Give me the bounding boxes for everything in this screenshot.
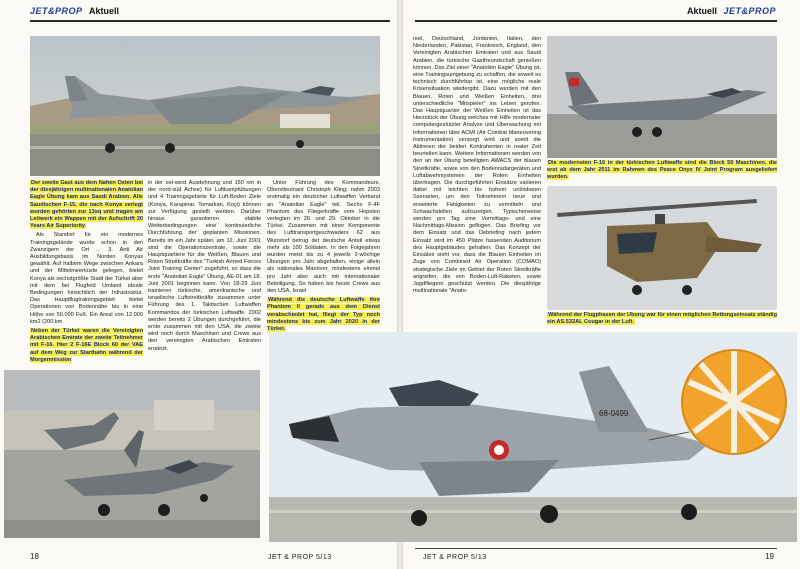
header-rule bbox=[415, 20, 777, 22]
right-page bbox=[401, 0, 800, 569]
magazine-brand: JET&PROP bbox=[723, 6, 776, 16]
caption-turkish-f16: Die modernsten F-16 in der türkischen Luftwaffe sind die Block 50 Maschinen, die erst ab dem Jahr 2011 im Rahmen des Peace Onyx IV Joint Program ausgeliefert wurden. bbox=[547, 160, 777, 181]
footer-right: JET & PROP 5/13 bbox=[423, 554, 487, 561]
footer-left: JET & PROP 5/13 bbox=[268, 554, 332, 561]
body-text: Unter Führung des Kommandeurs, Oberstleutnant Christoph Kling, nahm 2003 erstmalig ein deutscher Luftwaffen Verband an "Anatolian Eagle" teil. Sechs F-4F Phantom des Fliegerkräfte vom Hopsten verlegten im 28. und 29. Oktober in die Türkei. Zusammen mit einer Komponente des Lufttransportgeschwaders 62 aus Wunstorf betrug der deutsche Anteil etwas mehr als 100 Soldaten. In den Folgejahren wurden meist bis zu 4 jeweils 2-wöchige Übungen pro Jahr abgehalten, einige allein als nationales Manöver, mindestens einmal pro Jahr aber auch mit internationaler Beteiligung. So haben bis heute Crews aus den USA, Israel bbox=[267, 180, 380, 295]
body-text: reel, Deutschland, Jordanien, Italien, den Niederlanden, Pakistan, Frankreich, England, den Vereinigten Arabischen Emiraten und aus Saudi Arabien, die türkische Gastfreundschaft genießen können. Das Ziel einer "Anatolien Eagle" Übung ist, eine Trainingsumgebung zu schaffen, die soweit es technisch durchführbar ist, eine mögliche reale Krisensituation wiedergibt. Dazu werden mit den Blauen, Roten und Weißen Einheiten, drei unterschiedliche "Mitspieler" ins Leben gerufen. Das Hauptquartier der Weißen Einheiten ist das Herzstück der Übung welches mit Hilfe modernster computergestützter Analyse und Überwachung mit Informationen über ACMI (Air Combat Maneuvering Instrumentation) versorgt wird und somit die Aktionen der beiden Kontrahenten in realer Zeit beurteilen kann. Weitere Informationen werden von den an der Übung beteiligten AWACS der blauen Streitkräfte, sowie von den Bodenradargeräten und Luftabwehrsystemen der Roten Einheiten übertragen. Die durchgeführten Einsätze variieren dabei mit leichten bis hohem unlösbaren Szenarien, um den Teilnehmern neue und erweiterte Fähigkeiten zu vermitteln und Schwachstellen aufzuzeigen. Typischerweise werden pro Tag eine Vormittags- und eine Nachmittags-Mission geflogen. Das Briefing vor dem Einsatz und das Debriefing nach jedem Einsatz wird im 450 Plätze fassenden Auditorium des Hauptgebäudes gehalten. Das Konzept der Einsätze sieht vor, dass die Blauen Einheiten im Zuge von Combined Air Operation (COMAO) strategische Ziele im Gebiet der Roten Streitkräfte angreifen, die von Boden-Luft-Raketen, sowie Jagdfliegern geschützt werden. Die diesjährige multinationale "Anato- bbox=[413, 36, 541, 295]
right-header bbox=[687, 6, 776, 16]
photo-turkish-f16 bbox=[547, 36, 777, 158]
page-number-left: 18 bbox=[30, 552, 39, 561]
body-text: Als Standort für ein modernes Trainingsgelände wurde schon in den Zwanzigern der Ort ... 3. Anti Air Ausbildungsbasis im Norden Konyas gewählt. Auf halbem Wege zwischen Ankara und der Mittelmeerküste gelegen, bietet Konya als sechstgrößte Stadt der Türkei aber mit dem bei Flugfeld Umland ideale Bedingungen hinsichtlich der Infrastruktur. Das Hauptflugtrainingsgebiet bietet Operationen von Bodennähe bis in eine Höhe von 50.000 Fuß. Ein Areal von 12.000 km2 (200 km bbox=[30, 232, 143, 325]
left-column-3 bbox=[267, 180, 380, 355]
caption-cougar-block bbox=[547, 312, 777, 328]
section-label: Aktuell bbox=[89, 6, 120, 16]
section-label: Aktuell bbox=[686, 6, 717, 16]
caption-cougar: Während der Flugphasen der Übung war für einen möglichen Rettungseinsatz ständig ein AS.532AL Cougar in der Luft. bbox=[547, 312, 777, 326]
left-column-2 bbox=[148, 180, 261, 350]
photo-saudi-f15 bbox=[30, 36, 380, 176]
right-column-1 bbox=[413, 36, 541, 326]
caption-phantom: Während die deutsche Luftwaffe ihre Phantom II gerade aus dem Dienst verabschiedet hat, fliegt der Typ noch mindestens bis zum Jahr 2020 in der Türkei. bbox=[267, 297, 380, 333]
caption-turkish-f16-block bbox=[547, 160, 777, 184]
photo-cougar-helicopter bbox=[547, 186, 777, 310]
magazine-brand: JET&PROP bbox=[30, 6, 83, 16]
serial-number: 68-0499 bbox=[599, 409, 629, 418]
caption-uae-f16: Neben der Türkei waren die Vereinigten Arabischen Emirate der zweite Teilnehmer mit F-16. Hier 2 F-16E Block 60 der VAE auf dem Weg zur Startbahn während der Morgenmission bbox=[30, 328, 143, 363]
caption-saudi-f15: Der zweite Gast aus dem Nahen Osten bei der diesjährigen multinationalen Anatolian Eagle Übung kam aus Saudi Arabien. Alle Saudischen F-15, die nach Konya verlegt wurden gehörten zur 13sq und tragen am Leitwerk ein Wappen mit der Aufschrift 30 Years Air Superiority bbox=[30, 180, 143, 230]
left-header bbox=[30, 6, 119, 16]
photo-uae-f16 bbox=[4, 370, 260, 538]
body-text: in der ost-west Ausdehnung und 150 nm in der nord-süd Achse) für Luftkampfübungen und 4 Trainingsgebiete für Luft-Boden Ziele (Konya, Karapinar, Tomarkan, Koçi) können zur Verfügung gestellt werden. Darüber hinaus garantieren stabile Wetterbedingungen eine kontinuierliche Durchführung der geplanten Missionen. Bereits im ein Jahr später, am 12. Juni 2001 sind die Operationszentrale, sowie die Hauptquartiere für die Weißen, Blauen und Roten Streitkräfte des "Turkish Armed Forces Joint Training Center" zugeführt, so dass die erste "Anatolian Eagle" Übung, AE-01 am 18. Juni 2001 beginnen kann. Von 18-29 Juni trainieren türkische, amerikanische und israelische Luftstreitkräfte zusammen unter Führung des 1. Taktischen Luftwaffen Kommandos der türkischen Luftwaffe. 2002 werden bereits 2 Übungen durchgeführt, die erste zusammen mit den USA, die zweite wird noch durch Maschinen und Crews aus den vereinigten Arabischen Emiraten ergänzt. bbox=[148, 180, 261, 350]
header-rule bbox=[30, 20, 390, 22]
photo-turkish-phantom bbox=[269, 332, 797, 542]
footer-rule bbox=[415, 548, 777, 549]
page-number-right: 19 bbox=[765, 552, 774, 561]
